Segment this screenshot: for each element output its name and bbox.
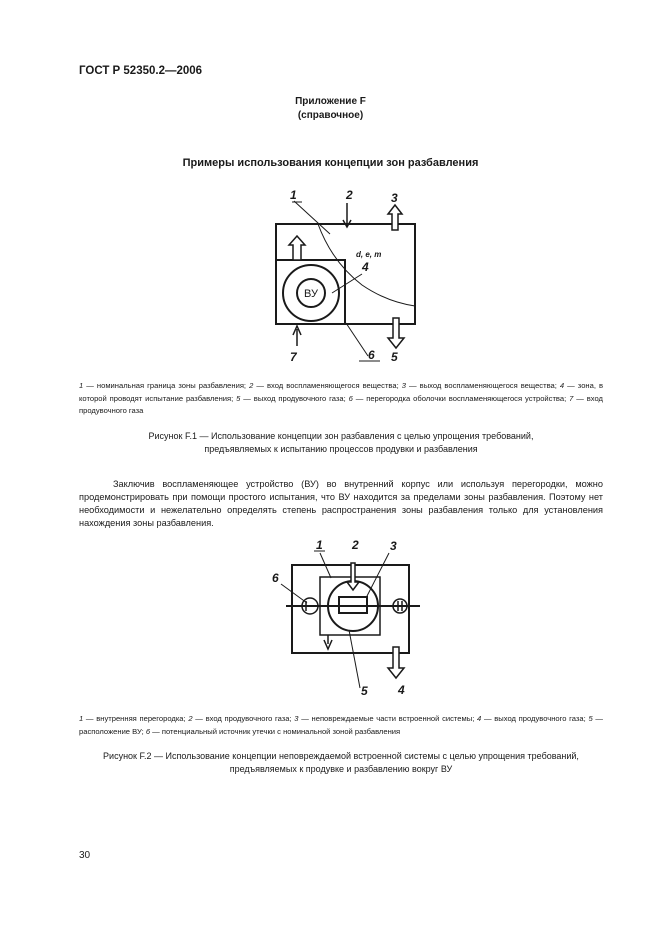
fig2-legend-num-1: 1 [79, 714, 84, 723]
leader-6 [346, 323, 368, 356]
annex-title: Приложение F [295, 96, 366, 107]
figure-1-caption [79, 430, 603, 456]
fig1-legend-num-5: 5 [236, 393, 241, 403]
standard-header: ГОСТ Р 52350.2—2006 [79, 65, 203, 77]
fig2-legend-num-2: 2 [188, 714, 193, 723]
f2-label-2: 2 [352, 538, 359, 552]
f2-label-6: 6 [272, 571, 279, 585]
f2-label-1: 1 [316, 538, 323, 552]
figure-1-caption-line2: предъявляемых к испытанию процессов продувки и разбавления [204, 444, 478, 454]
fig1-legend-num-2: 2 [249, 381, 254, 390]
purge-inlet-arrow-top [289, 236, 305, 260]
fig1-legend-text-7: — вход продувочного газа [79, 393, 603, 416]
figure-2-caption-line2: предъявляемых к продувке и разбавлению вокруг ВУ [229, 764, 453, 774]
fig2-legend-text-3: — неповреждаемые части встроенной системы; [298, 714, 478, 723]
figure-2-caption [79, 750, 603, 776]
fig2-legend-text-4: — выход продувочного газа; [481, 714, 589, 723]
fig1-legend-num-6: 6 [348, 393, 353, 403]
fig1-legend-num-3: 3 [401, 381, 406, 390]
figure-2-legend [79, 713, 603, 738]
figure-1-caption-line1: Рисунок F.1 — Использование концепции зон разбавления с целью упрощения требований, [148, 431, 534, 441]
fig1-legend-num-1: 1 [79, 381, 84, 390]
label-3: 3 [391, 191, 398, 205]
annex-note: (справочное) [297, 110, 364, 121]
fig2-legend-text-2: — вход продувочного газа; [192, 714, 295, 723]
fig2-legend-num-6: 6 [145, 726, 151, 736]
fig2-legend-text-5: — расположение ВУ; [79, 714, 603, 736]
figure-2-caption-line1: Рисунок F.2 — Использование концепции неповреждаемой встроенной системы с целью упрощения требований, [103, 751, 579, 761]
label-5: 5 [391, 350, 398, 364]
body-paragraph: Заключив воспламеняющее устройство (ВУ) во внутренний корпус или используя перегородки, можно продемонстрировать при помощи простого испытания, что ВУ находится за пределами зоны разбавления. Поэтому нет необходимости и нежелательно определять степень распространения зоны разбавления только для установления нахождения зоны разбавления. [79, 479, 603, 528]
fig1-legend-num-4: 4 [559, 381, 565, 390]
fig1-legend-text-6: — перегородка оболочки воспламеняющегося устройства; [352, 393, 570, 403]
f2-label-4: 4 [398, 683, 405, 697]
f2-label-3: 3 [390, 539, 397, 553]
inlet-arrow-7 [293, 326, 301, 346]
fig2-legend-text-6: — потенциальный источник утечки с номинальной зоной разбавления [150, 726, 401, 736]
fig2-legend-num-3: 3 [294, 714, 299, 723]
label-vu: ВУ [304, 288, 318, 300]
page-number: 30 [79, 850, 91, 861]
fig1-legend-text-1: — номинальная граница зоны разбавления; [83, 381, 250, 390]
section-title: Примеры использования концепции зон разбавления [182, 157, 479, 169]
label-dem: d, e, m [356, 250, 382, 259]
label-2: 2 [346, 188, 353, 202]
inlet-arrow-2 [343, 203, 351, 227]
outlet-arrow-3 [388, 205, 402, 230]
fig2-legend-text-1: — внутренняя перегородка; [83, 714, 189, 723]
label-6: 6 [368, 348, 375, 362]
fig1-legend-text-4: — зона, в которой проводят испытание разбавления; [79, 381, 604, 403]
figure-1-legend [79, 380, 603, 418]
fig1-legend-num-7: 7 [569, 393, 574, 403]
outlet-arrow-5 [388, 318, 404, 348]
label-1: 1 [290, 188, 297, 202]
f2-label-5: 5 [361, 684, 368, 698]
fig1-legend-text-3: — выход воспламеняющегося вещества; [406, 381, 560, 390]
label-7: 7 [290, 350, 297, 364]
leader-1 [294, 201, 330, 234]
fig1-legend-text-5: — выход продувочного газа; [240, 393, 349, 403]
fig1-legend-text-2: — вход воспламеняющегося вещества; [253, 381, 402, 390]
fig2-legend-num-5: 5 [588, 714, 593, 723]
fig2-legend-num-4: 4 [477, 714, 482, 723]
label-4: 4 [362, 260, 369, 274]
